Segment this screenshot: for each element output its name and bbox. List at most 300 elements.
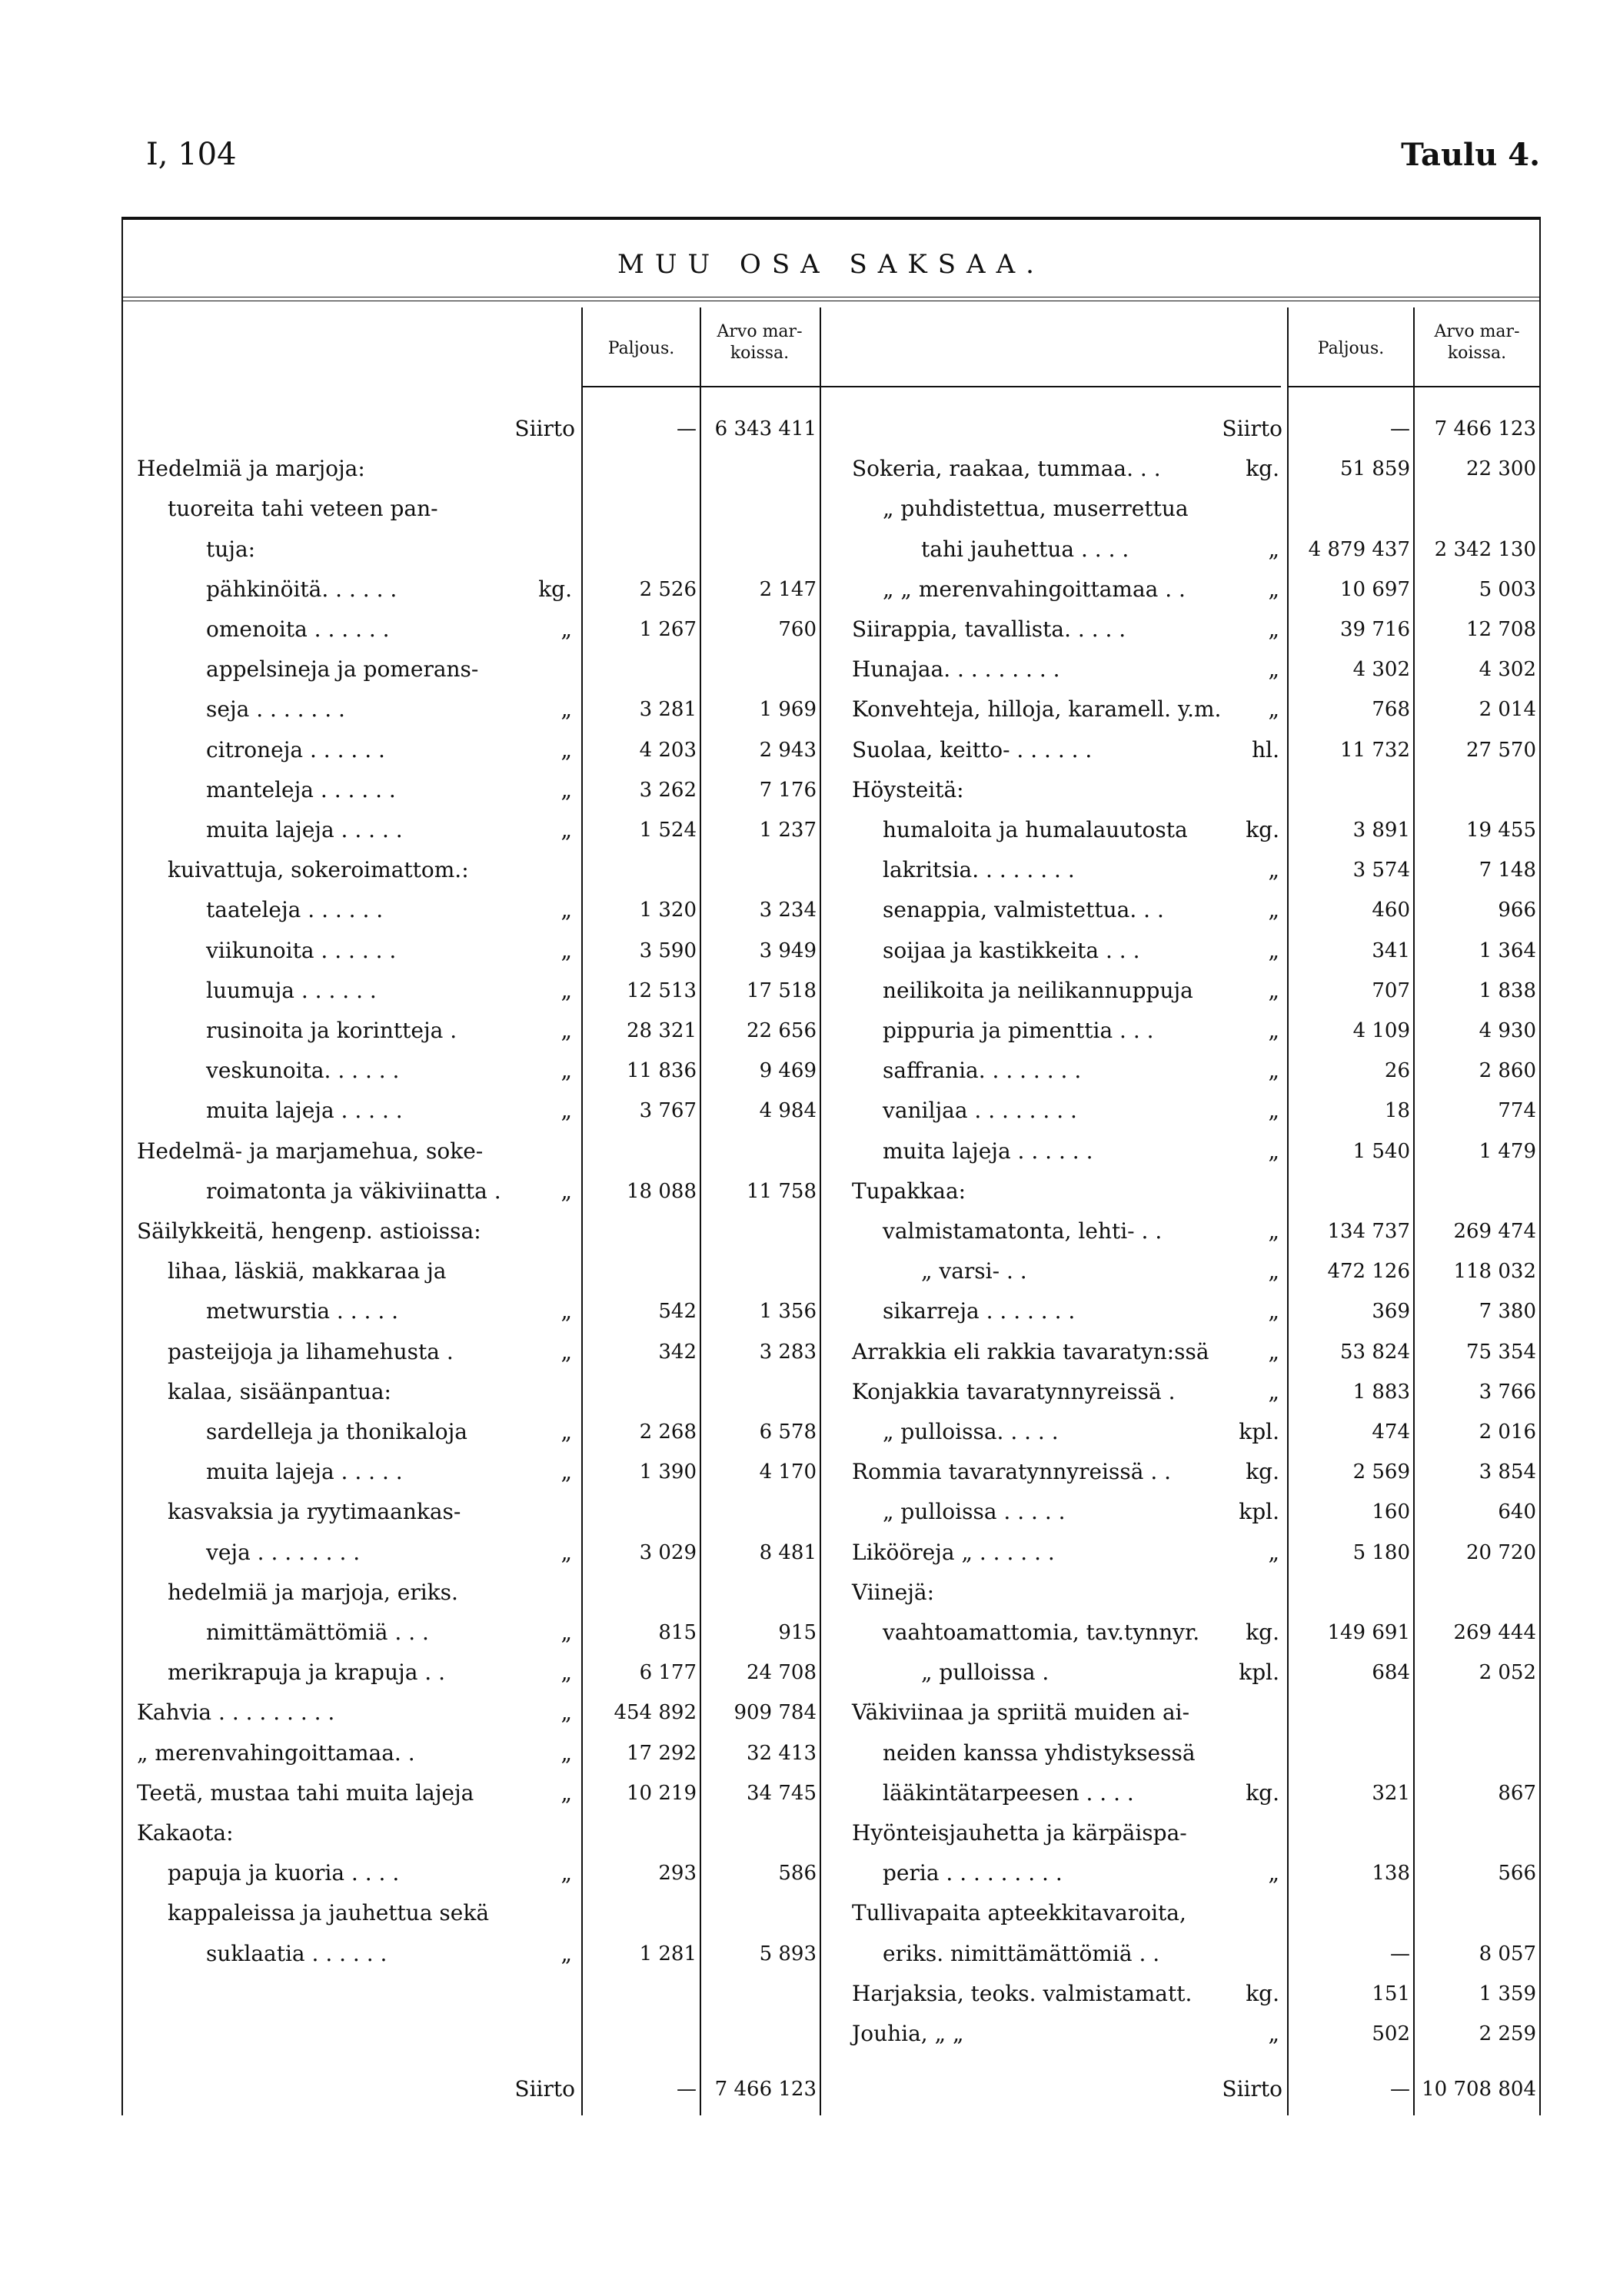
unit-label: „ xyxy=(560,1700,572,1726)
row-label: neiden kanssa yhdistyksessä xyxy=(883,1739,1196,1766)
row-label: pähkinöitä. . . . . . xyxy=(206,576,398,602)
table-row xyxy=(121,1893,1541,1933)
value-cell: 5 893 xyxy=(759,1942,817,1965)
value-cell: 915 xyxy=(778,1621,817,1644)
value-cell: 760 xyxy=(778,618,817,641)
row-label: vaniljaa . . . . . . . . xyxy=(883,1098,1077,1124)
row-label: Säilykkeitä, hengenp. astioissa: xyxy=(137,1218,481,1244)
unit-label: „ xyxy=(1268,1378,1279,1404)
quantity-cell: 1 267 xyxy=(639,618,697,641)
table-row xyxy=(121,971,1541,1011)
value-cell: 8 057 xyxy=(1479,1942,1536,1965)
table-row xyxy=(121,1332,1541,1372)
unit-label: „ xyxy=(560,616,572,642)
row-label: „ merenvahingoittamaa. . xyxy=(137,1739,415,1766)
value-cell: 6 578 xyxy=(759,1420,817,1444)
value-cell: 17 518 xyxy=(747,979,817,1002)
quantity-cell: 11 732 xyxy=(1340,738,1410,762)
quantity-cell: 1 883 xyxy=(1352,1380,1410,1404)
value-cell: 7 466 123 xyxy=(1434,417,1536,440)
unit-label: „ xyxy=(560,1739,572,1766)
unit-label: „ xyxy=(560,1620,572,1645)
quantity-cell: 3 891 xyxy=(1352,819,1410,842)
row-label: Hunajaa. . . . . . . . . xyxy=(852,656,1060,683)
table-row xyxy=(121,610,1541,650)
value-cell: 4 170 xyxy=(759,1460,817,1484)
value-cell: 2 016 xyxy=(1479,1420,1536,1444)
quantity-cell: — xyxy=(1390,1942,1410,1965)
quantity-cell: 707 xyxy=(1372,979,1410,1002)
quantity-cell: 472 126 xyxy=(1327,1260,1410,1284)
unit-label: „ xyxy=(560,1459,572,1485)
carry-over-label: Siirto xyxy=(1222,416,1282,441)
row-label: muita lajeja . . . . . xyxy=(206,1459,403,1485)
row-label: omenoita . . . . . . xyxy=(206,616,390,642)
quantity-cell: 51 859 xyxy=(1340,457,1410,481)
quantity-cell: 1 540 xyxy=(1352,1139,1410,1163)
quantity-cell: 684 xyxy=(1372,1661,1410,1685)
row-label: sardelleja ja thonikaloja xyxy=(206,1419,467,1444)
row-label: tahi jauhettua . . . . xyxy=(921,536,1129,562)
table-number: Taulu 4. xyxy=(1401,137,1540,173)
quantity-cell: — xyxy=(677,2078,697,2101)
quantity-cell: 474 xyxy=(1372,1420,1410,1444)
row-label: Väkiviinaa ja spriitä muiden ai- xyxy=(852,1700,1190,1726)
value-cell: 5 003 xyxy=(1479,577,1536,601)
row-label: eriks. nimittämättömiä . . xyxy=(883,1940,1160,1966)
row-label: Hedelmiä ja marjoja: xyxy=(137,456,365,482)
row-label: manteleja . . . . . . xyxy=(206,776,396,802)
row-label: muita lajeja . . . . . . xyxy=(883,1138,1093,1164)
carry-over-row xyxy=(121,2069,1541,2109)
table-row xyxy=(121,1251,1541,1291)
row-label: kasvaksia ja ryytimaankas- xyxy=(168,1499,461,1525)
table-row xyxy=(121,1974,1541,2014)
value-cell: 12 708 xyxy=(1466,618,1536,641)
table-row xyxy=(121,931,1541,971)
row-label: vaahtoamattomia, tav.tynnyr. xyxy=(883,1620,1200,1645)
unit-label: „ xyxy=(560,1058,572,1084)
value-cell: 2 259 xyxy=(1479,2022,1536,2045)
unit-label: „ xyxy=(560,1779,572,1806)
row-label: Rommia tavaratynnyreissä . . xyxy=(852,1459,1172,1485)
unit-label: „ xyxy=(560,937,572,963)
value-cell: 3 766 xyxy=(1479,1380,1536,1404)
unit-label: „ xyxy=(560,1539,572,1565)
value-cell: 966 xyxy=(1498,899,1536,922)
value-cell: 586 xyxy=(778,1862,817,1886)
quantity-cell: 369 xyxy=(1372,1300,1410,1324)
table-row xyxy=(121,1773,1541,1813)
row-label: Kahvia . . . . . . . . . xyxy=(137,1700,335,1726)
quantity-cell: 342 xyxy=(658,1340,697,1364)
unit-label: kg. xyxy=(1246,456,1279,482)
unit-label: „ xyxy=(1268,1539,1279,1565)
row-label: soijaa ja kastikkeita . . . xyxy=(883,937,1140,963)
row-label: viikunoita . . . . . . xyxy=(206,937,397,963)
table-row xyxy=(121,1693,1541,1733)
value-cell: 640 xyxy=(1498,1500,1536,1524)
table-row xyxy=(121,1533,1541,1573)
quantity-cell: 502 xyxy=(1372,2022,1410,2045)
quantity-cell: 134 737 xyxy=(1327,1220,1410,1243)
row-label: Arrakkia eli rakkia tavaratyn:ssä xyxy=(852,1338,1209,1364)
unit-label: „ xyxy=(1268,616,1279,642)
row-label: senappia, valmistettua. . . xyxy=(883,897,1164,923)
quantity-cell: 293 xyxy=(658,1862,697,1886)
quantity-cell: — xyxy=(677,417,697,440)
quantity-cell: 460 xyxy=(1372,899,1410,922)
value-cell: 2 052 xyxy=(1479,1661,1536,1685)
quantity-cell: 39 716 xyxy=(1340,618,1410,641)
value-cell: 2 147 xyxy=(759,577,817,601)
left-val-header: Arvo mar- koissa. xyxy=(717,322,803,363)
row-label: roimatonta ja väkiviinatta . xyxy=(206,1178,501,1204)
quantity-cell: 6 177 xyxy=(639,1661,697,1685)
table-row xyxy=(121,1412,1541,1452)
table-row xyxy=(121,770,1541,810)
unit-label: „ xyxy=(1268,1018,1279,1043)
unit-label: kpl. xyxy=(1239,1419,1279,1444)
value-cell: 20 720 xyxy=(1466,1540,1536,1564)
row-label: papuja ja kuoria . . . . xyxy=(168,1860,400,1886)
carry-over-label: Siirto xyxy=(1222,2076,1282,2102)
value-cell: 1 359 xyxy=(1479,1982,1536,2005)
quantity-cell: 53 824 xyxy=(1340,1340,1410,1364)
row-label: kalaa, sisäänpantua: xyxy=(168,1378,391,1404)
unit-label: „ xyxy=(1268,857,1279,883)
value-cell: 4 984 xyxy=(759,1099,817,1123)
table-row xyxy=(121,2014,1541,2054)
quantity-cell: 160 xyxy=(1372,1500,1410,1524)
title-double-rule xyxy=(121,297,1541,301)
table-row xyxy=(121,730,1541,770)
row-label: neilikoita ja neilikannuppuja xyxy=(883,977,1193,1003)
table-row xyxy=(121,1131,1541,1171)
table-row xyxy=(121,1452,1541,1492)
quantity-cell: 4 302 xyxy=(1352,658,1410,682)
quantity-cell: 149 691 xyxy=(1327,1621,1410,1644)
row-label: „ puhdistettua, muserrettua xyxy=(883,496,1189,522)
quantity-cell: 321 xyxy=(1372,1781,1410,1805)
quantity-cell: 26 xyxy=(1384,1059,1410,1083)
unit-label: „ xyxy=(560,1419,572,1444)
row-label: kappaleissa ja jauhettua sekä xyxy=(168,1900,490,1926)
unit-label: „ xyxy=(560,1018,572,1043)
unit-label: „ xyxy=(560,1940,572,1966)
row-label: humaloita ja humalauutosta xyxy=(883,817,1188,842)
table-row xyxy=(121,810,1541,850)
value-cell: 3 854 xyxy=(1479,1460,1536,1484)
table-row xyxy=(121,1211,1541,1251)
left-qty-header: Paljous. xyxy=(607,339,675,358)
value-cell: 269 474 xyxy=(1453,1220,1536,1243)
row-label: Siirappia, tavallista. . . . . xyxy=(852,616,1126,642)
row-label: Suolaa, keitto- . . . . . . xyxy=(852,736,1093,763)
row-label: lihaa, läskiä, makkaraa ja xyxy=(168,1258,447,1284)
carry-over-row xyxy=(121,409,1541,449)
value-cell: 6 343 411 xyxy=(714,417,817,440)
value-cell: 2 943 xyxy=(759,738,817,762)
value-cell: 1 364 xyxy=(1479,939,1536,962)
row-label: Sokeria, raakaa, tummaa. . . xyxy=(852,456,1161,482)
unit-label: „ xyxy=(1268,576,1279,602)
table-row xyxy=(121,530,1541,570)
row-label: pasteijoja ja lihamehusta . xyxy=(168,1338,454,1364)
quantity-cell: 28 321 xyxy=(627,1019,697,1042)
value-cell: 11 758 xyxy=(747,1179,817,1203)
value-cell: 774 xyxy=(1498,1099,1536,1123)
value-cell: 1 237 xyxy=(759,819,817,842)
quantity-cell: 10 219 xyxy=(627,1781,697,1805)
unit-label: „ xyxy=(1268,937,1279,963)
quantity-cell: 1 281 xyxy=(639,1942,697,1965)
value-cell: 8 481 xyxy=(759,1540,817,1564)
value-cell: 909 784 xyxy=(733,1701,817,1725)
table-row xyxy=(121,1613,1541,1653)
table-row xyxy=(121,1291,1541,1331)
value-cell: 75 354 xyxy=(1466,1340,1536,1364)
quantity-cell: 12 513 xyxy=(627,979,697,1002)
value-cell: 19 455 xyxy=(1466,819,1536,842)
table-row xyxy=(121,650,1541,689)
quantity-cell: 18 088 xyxy=(627,1179,697,1203)
quantity-cell: 11 836 xyxy=(627,1059,697,1083)
quantity-cell: 3 767 xyxy=(639,1099,697,1123)
value-cell: 1 838 xyxy=(1479,979,1536,1002)
quantity-cell: 3 574 xyxy=(1352,859,1410,882)
quantity-cell: 2 526 xyxy=(639,577,697,601)
quantity-cell: 18 xyxy=(1384,1099,1410,1123)
table-row xyxy=(121,1011,1541,1051)
value-cell: 7 176 xyxy=(759,778,817,802)
value-cell: 1 356 xyxy=(759,1300,817,1324)
unit-label: „ xyxy=(1268,977,1279,1003)
row-label: muita lajeja . . . . . xyxy=(206,817,403,842)
carry-over-label: Siirto xyxy=(514,416,575,441)
quantity-cell: 3 281 xyxy=(639,698,697,722)
value-cell: 9 469 xyxy=(759,1059,817,1083)
unit-label: kpl. xyxy=(1239,1499,1279,1525)
row-label: metwurstia . . . . . xyxy=(206,1298,399,1324)
row-label: citroneja . . . . . . xyxy=(206,736,385,763)
row-label: lakritsia. . . . . . . . xyxy=(883,857,1075,883)
quantity-cell: 341 xyxy=(1372,939,1410,962)
quantity-cell: 542 xyxy=(658,1300,697,1324)
value-cell: 269 444 xyxy=(1453,1621,1536,1644)
row-label: Hyönteisjauhetta ja kärpäispa- xyxy=(852,1820,1187,1846)
table-row xyxy=(121,1372,1541,1412)
table-row xyxy=(121,1813,1541,1853)
table-row xyxy=(121,1853,1541,1893)
value-cell: 7 466 123 xyxy=(714,2078,817,2101)
unit-label: kg. xyxy=(1246,1620,1279,1645)
value-cell: 867 xyxy=(1498,1781,1536,1805)
row-label: lääkintätarpeesen . . . . xyxy=(883,1779,1134,1806)
header-rule-right xyxy=(1289,386,1541,387)
value-cell: 24 708 xyxy=(747,1661,817,1685)
value-cell: 34 745 xyxy=(747,1781,817,1805)
unit-label: „ xyxy=(560,897,572,923)
row-label: Harjaksia, teoks. valmistamatt. xyxy=(852,1980,1193,2006)
row-label: „ pulloissa . xyxy=(921,1660,1049,1686)
row-label: saffrania. . . . . . . . xyxy=(883,1058,1082,1084)
table-row xyxy=(121,1492,1541,1532)
row-label: Konvehteja, hilloja, karamell. y.m. xyxy=(852,696,1222,723)
unit-label: „ xyxy=(1268,1860,1279,1886)
row-label: Jouhia, „ „ xyxy=(852,2021,964,2046)
unit-label: „ xyxy=(560,1338,572,1364)
quantity-cell: 815 xyxy=(658,1621,697,1644)
unit-label: „ xyxy=(1268,1338,1279,1364)
unit-label: „ xyxy=(1268,536,1279,562)
table-row xyxy=(121,489,1541,529)
row-label: Teetä, mustaa tahi muita lajeja xyxy=(137,1779,474,1806)
quantity-cell: 1 320 xyxy=(639,899,697,922)
unit-label: „ xyxy=(1268,1058,1279,1084)
right-val-header: Arvo mar- koissa. xyxy=(1434,322,1520,363)
table-row xyxy=(121,1091,1541,1131)
value-cell: 566 xyxy=(1498,1862,1536,1886)
value-cell: 10 708 804 xyxy=(1422,2078,1536,2101)
row-label: „ pulloissa. . . . . xyxy=(883,1419,1059,1444)
quantity-cell: 4 203 xyxy=(639,738,697,762)
unit-label: „ xyxy=(1268,2021,1279,2046)
table-row xyxy=(121,689,1541,729)
value-cell: 32 413 xyxy=(747,1741,817,1765)
table-row xyxy=(121,1573,1541,1613)
quantity-cell: 2 268 xyxy=(639,1420,697,1444)
row-label: luumuja . . . . . . xyxy=(206,977,377,1003)
unit-label: „ xyxy=(560,817,572,842)
quantity-cell: 3 029 xyxy=(639,1540,697,1564)
unit-label: „ xyxy=(560,1660,572,1686)
value-cell: 22 656 xyxy=(747,1019,817,1042)
unit-label: „ xyxy=(560,1098,572,1124)
table-row xyxy=(121,1733,1541,1773)
row-label: Konjakkia tavaratynnyreissä . xyxy=(852,1378,1176,1404)
unit-label: kg. xyxy=(1246,1779,1279,1806)
row-label: „ varsi- . . xyxy=(921,1258,1027,1284)
unit-label: „ xyxy=(560,1860,572,1886)
quantity-cell: 17 292 xyxy=(627,1741,697,1765)
quantity-cell: 1 390 xyxy=(639,1460,697,1484)
quantity-cell: 2 569 xyxy=(1352,1460,1410,1484)
row-label: Tupakkaa: xyxy=(852,1178,966,1204)
row-label: peria . . . . . . . . . xyxy=(883,1860,1063,1886)
value-cell: 4 930 xyxy=(1479,1019,1536,1042)
value-cell: 22 300 xyxy=(1466,457,1536,481)
row-label: veskunoita. . . . . . xyxy=(206,1058,400,1084)
row-label: seja . . . . . . . xyxy=(206,696,345,723)
unit-label: kg. xyxy=(1246,1980,1279,2006)
row-label: Tullivapaita apteekkitavaroita, xyxy=(852,1900,1186,1926)
value-cell: 4 302 xyxy=(1479,658,1536,682)
statistics-table xyxy=(121,217,1541,2115)
unit-label: „ xyxy=(560,736,572,763)
table-row xyxy=(121,1934,1541,1974)
quantity-cell: 3 262 xyxy=(639,778,697,802)
unit-label: „ xyxy=(1268,1098,1279,1124)
unit-label: kpl. xyxy=(1239,1660,1279,1686)
quantity-cell: 138 xyxy=(1372,1862,1410,1886)
row-label: pippuria ja pimenttia . . . xyxy=(883,1018,1154,1043)
quantity-cell: 4 879 437 xyxy=(1308,537,1410,561)
row-label: hedelmiä ja marjoja, eriks. xyxy=(168,1579,458,1605)
unit-label: „ xyxy=(1268,897,1279,923)
row-label: suklaatia . . . . . . xyxy=(206,1940,388,1966)
quantity-cell: 10 697 xyxy=(1340,577,1410,601)
table-row xyxy=(121,1653,1541,1693)
row-label: rusinoita ja korintteja . xyxy=(206,1018,457,1043)
value-cell: 1 969 xyxy=(759,698,817,722)
unit-label: „ xyxy=(1268,1138,1279,1164)
value-cell: 7 380 xyxy=(1479,1300,1536,1324)
row-label: Hedelmä- ja marjamehua, soke- xyxy=(137,1138,484,1164)
row-label: sikarreja . . . . . . . xyxy=(883,1298,1076,1324)
row-label: Höysteitä: xyxy=(852,776,964,802)
carry-over-label: Siirto xyxy=(514,2076,575,2102)
table-title: MUU OSA SAKSAA. xyxy=(617,249,1045,280)
row-label: appelsineja ja pomerans- xyxy=(206,656,479,683)
value-cell: 27 570 xyxy=(1466,738,1536,762)
unit-label: „ xyxy=(1268,696,1279,723)
quantity-cell: — xyxy=(1390,417,1410,440)
unit-label: „ xyxy=(560,776,572,802)
page-number: I, 104 xyxy=(146,137,237,172)
quantity-cell: 3 590 xyxy=(639,939,697,962)
unit-label: kg. xyxy=(1246,1459,1279,1485)
quantity-cell: 454 892 xyxy=(614,1701,697,1725)
row-label: „ pulloissa . . . . . xyxy=(883,1499,1066,1525)
table-row xyxy=(121,570,1541,610)
header-rule xyxy=(583,386,1281,387)
row-label: merikrapuja ja krapuja . . xyxy=(168,1660,445,1686)
unit-label: hl. xyxy=(1252,736,1279,763)
unit-label: „ xyxy=(560,977,572,1003)
value-cell: 3 949 xyxy=(759,939,817,962)
table-row xyxy=(121,890,1541,930)
value-cell: 7 148 xyxy=(1479,859,1536,882)
quantity-cell: 5 180 xyxy=(1352,1540,1410,1564)
value-cell: 2 014 xyxy=(1479,698,1536,722)
row-label: tuoreita tahi veteen pan- xyxy=(168,496,438,522)
unit-label: kg. xyxy=(1246,817,1279,842)
row-label: „ „ merenvahingoittamaa . . xyxy=(883,576,1186,602)
row-label: tuja: xyxy=(206,536,256,562)
unit-label: „ xyxy=(1268,1258,1279,1284)
row-label: muita lajeja . . . . . xyxy=(206,1098,403,1124)
row-label: taateleja . . . . . . xyxy=(206,897,384,923)
quantity-cell: — xyxy=(1390,2078,1410,2101)
unit-label: „ xyxy=(1268,1298,1279,1324)
table-row xyxy=(121,1051,1541,1091)
value-cell: 2 342 130 xyxy=(1434,537,1536,561)
row-label: veja . . . . . . . . xyxy=(206,1539,361,1565)
value-cell: 118 032 xyxy=(1453,1260,1536,1284)
right-qty-header: Paljous. xyxy=(1317,339,1385,358)
row-label: Viinejä: xyxy=(852,1579,935,1605)
quantity-cell: 4 109 xyxy=(1352,1019,1410,1042)
value-cell: 3 283 xyxy=(759,1340,817,1364)
value-cell: 2 860 xyxy=(1479,1059,1536,1083)
quantity-cell: 1 524 xyxy=(639,819,697,842)
row-label: valmistamatonta, lehti- . . xyxy=(883,1218,1163,1244)
unit-label: „ xyxy=(560,1178,572,1204)
table-row xyxy=(121,449,1541,489)
unit-label: „ xyxy=(1268,656,1279,683)
row-label: nimittämättömiä . . . xyxy=(206,1620,429,1645)
